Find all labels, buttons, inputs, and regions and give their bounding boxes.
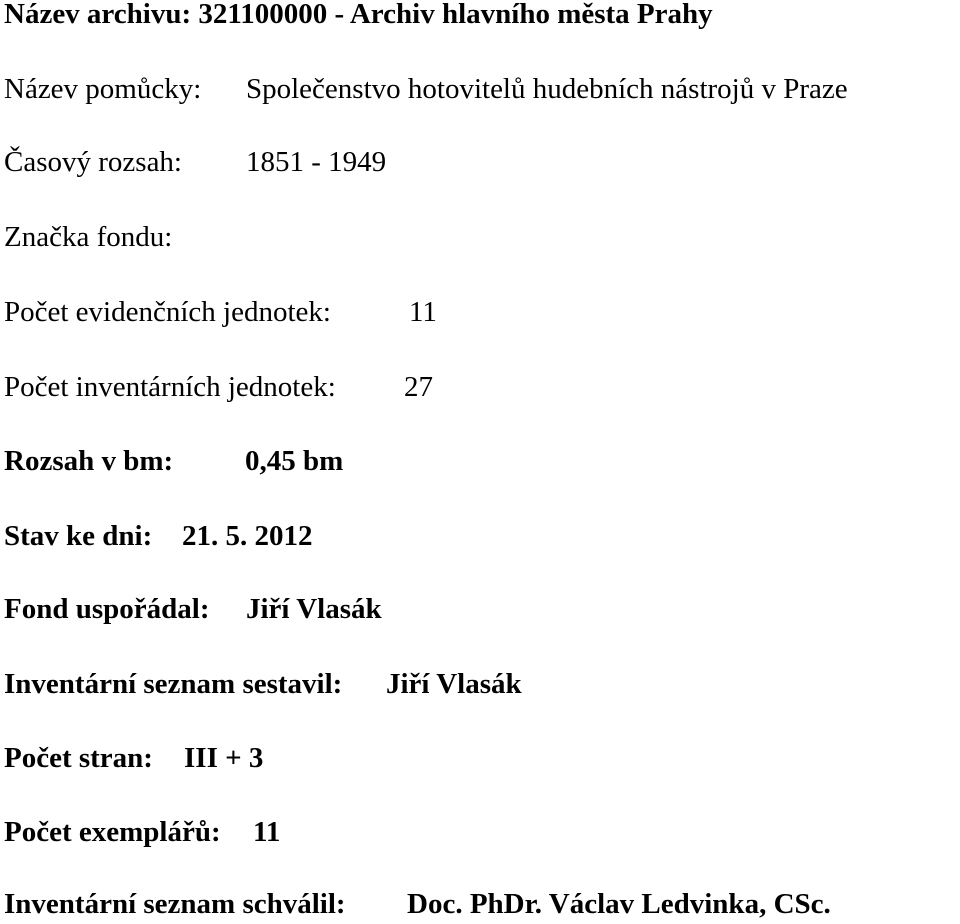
extent-label: Rozsah v bm: [4,445,174,477]
time-range-value: 1851 - 1949 [246,146,387,178]
page-count-value: III + 3 [184,742,264,774]
page-count-row [4,738,264,778]
state-date-label: Stav ke dni: [4,520,153,552]
fond-mark-row [4,217,172,257]
aid-name-row [4,69,848,109]
compiled-by-value: Jiří Vlasák [386,668,522,700]
inventory-units-label: Počet inventárních jednotek: [4,371,336,403]
inventory-units-row [4,367,433,407]
archive-name-row [4,0,713,34]
time-range-row [4,142,387,182]
record-units-label: Počet evidenčních jednotek: [4,296,331,328]
page-count-label: Počet stran: [4,742,153,774]
record-units-row [4,292,437,332]
inventory-units-value: 27 [404,371,433,403]
extent-row [4,441,344,481]
approved-by-label: Inventární seznam schválil: [4,888,346,920]
state-date-row [4,516,313,556]
arranged-by-row [4,589,382,629]
arranged-by-value: Jiří Vlasák [246,593,382,625]
approved-by-value: Doc. PhDr. Václav Ledvinka, CSc. [407,888,831,920]
time-range-label: Časový rozsah: [4,146,182,178]
archive-name-label: Název archivu: [4,0,192,30]
aid-name-value: Společenstvo hotovitelů hudebních nástrojů v Praze [246,73,848,105]
copies-value: 11 [253,816,281,848]
copies-row [4,812,281,852]
fond-mark-label: Značka fondu: [4,221,173,253]
archive-name-value: 321100000 - Archiv hlavního města Prahy [198,0,713,30]
state-date-value: 21. 5. 2012 [182,520,313,552]
aid-name-label: Název pomůcky: [4,73,202,105]
copies-label: Počet exemplářů: [4,816,221,848]
compiled-by-label: Inventární seznam sestavil: [4,668,343,700]
arranged-by-label: Fond uspořádal: [4,593,210,625]
compiled-by-row [4,664,522,704]
record-units-value: 11 [409,296,437,328]
approved-by-row [4,884,831,924]
extent-value: 0,45 bm [245,445,344,477]
